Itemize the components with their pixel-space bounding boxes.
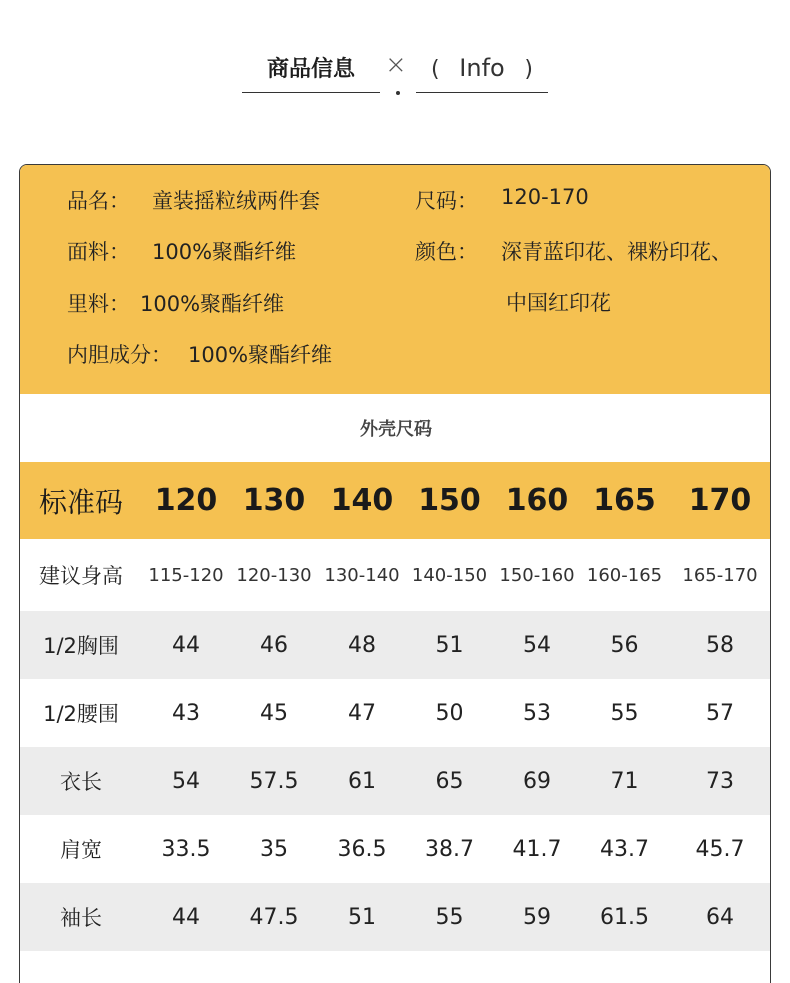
color-value-line2: 中国红印花: [506, 291, 611, 315]
table-cell: 64: [706, 904, 734, 930]
table-cell: 56: [610, 632, 639, 658]
color-label: 颜色：: [415, 240, 478, 264]
row-label: 1/2腰围: [43, 702, 119, 726]
filling-label: 内胆成分：: [67, 343, 172, 367]
table-cell: 58: [706, 632, 734, 658]
table-cell: 61.5: [600, 904, 649, 930]
fabric-value: 100%聚酯纤维: [152, 240, 297, 264]
size-table-title: 外壳尺码: [360, 419, 432, 440]
paren-open: (: [431, 57, 440, 82]
table-cell: 73: [706, 768, 734, 794]
name-value: 童装摇粒绒两件套: [152, 189, 320, 213]
color-value-line1: 深青蓝印花、裸粉印花、: [501, 240, 732, 264]
row-label: 1/2胸围: [43, 634, 119, 658]
subtitle-underline: [416, 92, 548, 93]
standard-size-row: [20, 462, 771, 539]
table-cell: 44: [172, 632, 200, 658]
table-cell: 47: [348, 700, 376, 726]
table-cell: 47.5: [249, 904, 299, 930]
filling-value: 100%聚酯纤维: [188, 343, 333, 367]
row-label: 衣长: [60, 770, 102, 794]
section-subtitle: [416, 54, 548, 82]
table-cell: 51: [348, 904, 376, 930]
name-label: 品名：: [67, 189, 130, 213]
divider-dot: [396, 91, 400, 95]
product-info-card: [19, 164, 771, 983]
close-x-icon: ×: [385, 50, 407, 80]
table-row: [20, 747, 771, 815]
table-cell: 57: [706, 700, 734, 726]
table-cell: 45.7: [695, 836, 745, 862]
table-cell: 44: [172, 904, 200, 930]
size-header: 140: [330, 483, 394, 518]
section-header: [0, 0, 790, 110]
size-header: 130: [242, 483, 306, 518]
size-header: 160: [505, 483, 569, 518]
table-cell: 43: [172, 700, 200, 726]
table-cell: 48: [348, 632, 376, 658]
table-row: [20, 883, 771, 951]
table-cell: 35: [260, 836, 288, 862]
row-label: 肩宽: [60, 838, 102, 862]
table-cell: 55: [610, 700, 639, 726]
table-cell: 46: [260, 632, 288, 658]
row-label: 建议身高: [39, 564, 123, 588]
table-row: [20, 815, 771, 883]
table-cell: 140-150: [411, 564, 488, 586]
size-table: [20, 462, 771, 951]
table-cell: 130-140: [324, 564, 400, 586]
row-label: 袖长: [60, 906, 102, 930]
size-value: 120-170: [501, 185, 589, 209]
table-row: [20, 679, 771, 747]
product-info-panel: [20, 165, 771, 394]
table-cell: 33.5: [161, 836, 211, 862]
table-row: [20, 611, 771, 679]
table-cell: 61: [348, 768, 376, 794]
size-header: 120: [154, 483, 218, 518]
table-cell: 51: [435, 632, 464, 658]
table-cell: 120-130: [236, 564, 312, 586]
size-header: 165: [593, 483, 656, 518]
table-cell: 41.7: [512, 836, 562, 862]
size-header: 150: [418, 483, 481, 518]
table-cell: 69: [523, 768, 551, 794]
subtitle-text: Info: [459, 54, 505, 82]
table-cell: 71: [610, 768, 639, 794]
table-cell: 160-165: [586, 564, 663, 586]
table-cell: 55: [435, 904, 464, 930]
table-cell: 65: [435, 768, 464, 794]
lining-label: 里料：: [67, 292, 130, 316]
table-cell: 165-170: [682, 564, 758, 586]
table-cell: 150-160: [499, 564, 575, 586]
table-cell: 50: [435, 700, 464, 726]
table-cell: 54: [172, 768, 200, 794]
table-cell: 43.7: [600, 836, 649, 862]
table-cell: 38.7: [425, 836, 474, 862]
title-underline: [242, 92, 380, 93]
table-cell: 57.5: [249, 768, 299, 794]
paren-close: ): [524, 57, 533, 82]
table-cell: 54: [523, 632, 551, 658]
lining-value: 100%聚酯纤维: [140, 292, 285, 316]
table-row: [20, 539, 771, 611]
table-cell: 59: [523, 904, 551, 930]
table-cell: 115-120: [148, 564, 224, 586]
standard-size-label: 标准码: [38, 485, 123, 519]
table-cell: 53: [523, 700, 551, 726]
size-label: 尺码：: [415, 189, 478, 213]
table-cell: 45: [260, 700, 288, 726]
section-title: 商品信息: [266, 57, 355, 82]
size-header: 170: [688, 483, 752, 518]
fabric-label: 面料：: [67, 240, 130, 264]
table-cell: 36.5: [337, 836, 387, 862]
